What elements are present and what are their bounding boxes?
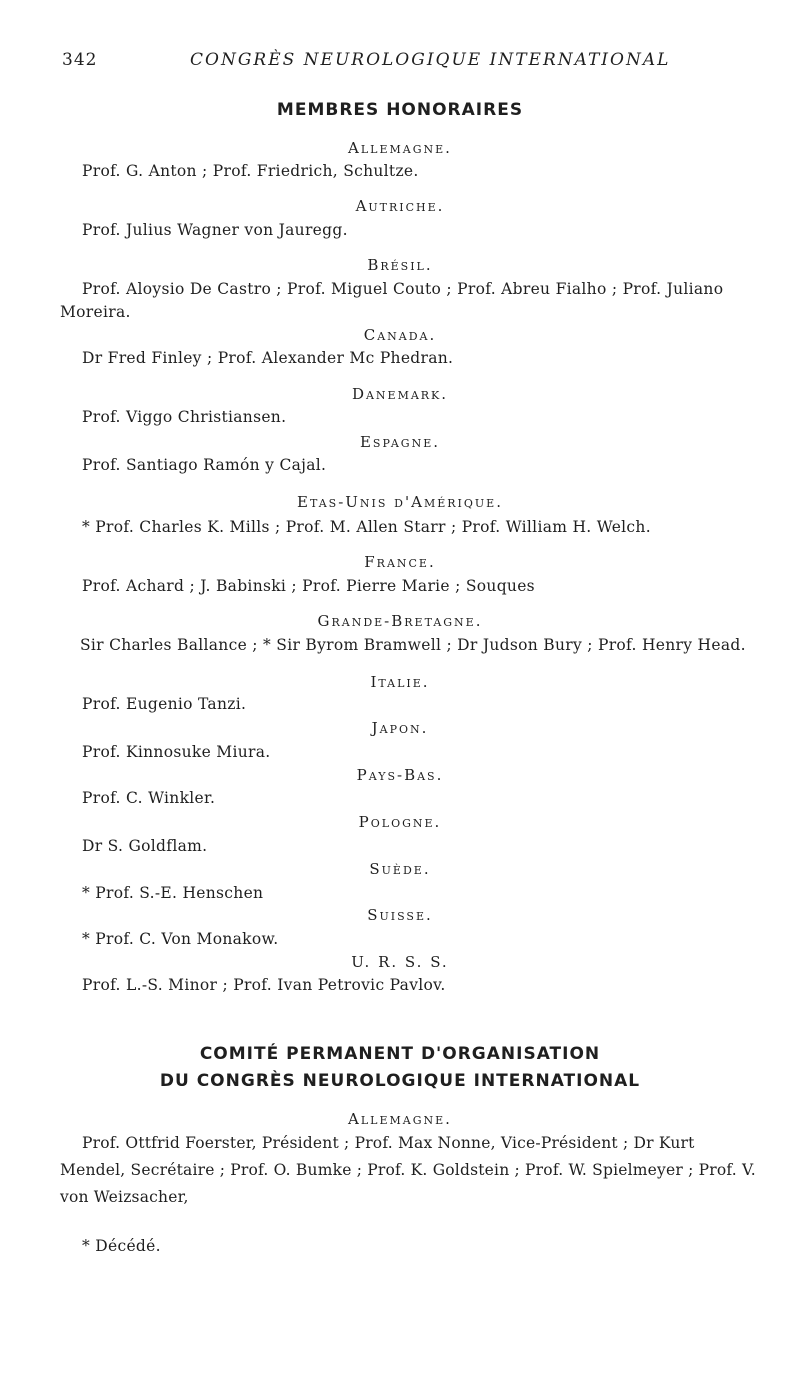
country-heading-italie: Italie. (370, 673, 430, 691)
country-heading-autriche: Autriche. (355, 197, 445, 215)
member-line-italie: Prof. Eugenio Tanzi. (82, 695, 247, 713)
country-heading-canada: Canada. (363, 326, 437, 344)
member-line-urss: Prof. L.-S. Minor ; Prof. Ivan Petrovic Pavlov. (82, 976, 446, 994)
country-heading-suede: Suède. (369, 860, 431, 878)
member-line-canada: Dr Fred Finley ; Prof. Alexander Mc Phedran. (82, 349, 454, 367)
member-line-autriche: Prof. Julius Wagner von Jauregg. (82, 221, 348, 239)
running-title: CONGRÈS NEUROLOGIQUE INTERNATIONAL (190, 50, 671, 70)
page-number: 342 (62, 50, 98, 70)
country-heading-pays-bas: Pays-Bas. (356, 766, 444, 784)
member-line-danemark: Prof. Viggo Christiansen. (82, 408, 287, 426)
country-heading-danemark: Danemark. (351, 385, 449, 403)
member-line-espagne: Prof. Santiago Ramón y Cajal. (82, 456, 327, 474)
member-line-japon: Prof. Kinnosuke Miura. (82, 743, 271, 761)
member-line-suede: * Prof. S.-E. Henschen (82, 884, 264, 902)
country-heading-pologne: Pologne. (358, 813, 442, 831)
member-line-suisse: * Prof. C. Von Monakow. (82, 930, 279, 948)
member-line-grande-bretagne: Sir Charles Ballance ; * Sir Byrom Bramwell ; Dr Judson Bury ; Prof. Henry Head. (80, 636, 746, 654)
member-line-france: Prof. Achard ; J. Babinski ; Prof. Pierre Marie ; Souques (82, 577, 535, 595)
country-heading-france: France. (364, 553, 436, 571)
country-heading-suisse: Suisse. (367, 906, 433, 924)
committee-members-paragraph: Prof. Ottfrid Foerster, Président ; Prof. Max Nonne, Vice-Président ; Dr Kurt Mendel, Secrétaire ; Prof. O. Bumke ; Prof. K. Goldstein ; Prof. W. Spielmeyer ; Prof. V. von Weizsacher, (60, 1134, 756, 1206)
member-line-bresil: Prof. Aloysio De Castro ; Prof. Miguel Couto ; Prof. Abreu Fialho ; Prof. Juliano (82, 280, 724, 298)
country-heading-japon: Japon. (371, 719, 429, 737)
country-heading-grande-bretagne: Grande-Bretagne. (317, 612, 483, 630)
page-header (62, 50, 752, 74)
country-heading-espagne: Espagne. (359, 433, 441, 451)
country-heading-urss: U. R. S. S. (351, 953, 449, 971)
member-line-pays-bas: Prof. C. Winkler. (82, 789, 216, 807)
country-heading-bresil: Brésil. (367, 256, 433, 274)
member-line-etats-unis: * Prof. Charles K. Mills ; Prof. M. Allen Starr ; Prof. William H. Welch. (82, 518, 651, 536)
member-line-bresil-continued: Moreira. (60, 303, 131, 321)
footnote: * Décédé. (82, 1237, 161, 1255)
committee-country-heading: Allemagne. (348, 1110, 452, 1128)
country-heading-etats-unis: Etas-Unis d'Amérique. (297, 493, 503, 511)
committee-title-line1: COMITÉ PERMANENT D'ORGANISATION (199, 1044, 601, 1064)
member-line-pologne: Dr S. Goldflam. (82, 837, 208, 855)
member-line-allemagne: Prof. G. Anton ; Prof. Friedrich, Schultze. (82, 162, 419, 180)
honorary-members-title: MEMBRES HONORAIRES (276, 100, 524, 120)
committee-title-line2: DU CONGRÈS NEUROLOGIQUE INTERNATIONAL (159, 1071, 641, 1091)
country-heading-allemagne: Allemagne. (348, 139, 452, 157)
